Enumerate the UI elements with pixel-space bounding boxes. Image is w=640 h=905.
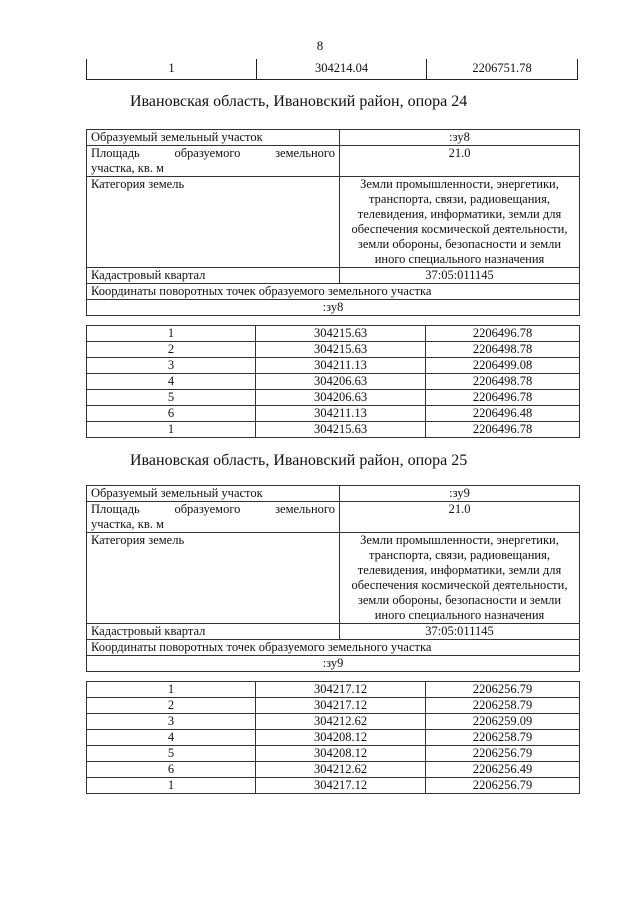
category-row	[87, 177, 580, 268]
point-number: 4	[87, 730, 256, 746]
coord-x: 304217.12	[256, 682, 426, 698]
coord-x: 304214.04	[257, 59, 427, 79]
coord-y: 2206256.79	[426, 746, 580, 762]
area-value: 21.0	[340, 502, 580, 533]
area-label	[87, 146, 340, 177]
coord-x: 304215.63	[256, 422, 426, 438]
point-number: 6	[87, 406, 256, 422]
point-number: 1	[86, 59, 257, 79]
cadastral-row	[87, 624, 580, 640]
point-number: 1	[87, 326, 256, 342]
section-heading-opora-24: Ивановская область, Ивановский район, опора 24	[130, 93, 468, 110]
table-row	[87, 698, 580, 714]
coord-y: 2206256.79	[426, 682, 580, 698]
table-row	[87, 746, 580, 762]
table-row	[87, 358, 580, 374]
parcel-value: :зу9	[340, 486, 580, 502]
category-value: Земли промышленности, энергетики, транспорта, связи, радиовещания, телевидения, информатики, земли для обеспечения космической деятельности, земли обороны, безопасности и земли иного специального назначения	[340, 533, 580, 624]
coord-y: 2206751.78	[427, 59, 578, 79]
coords-parcel: :зу8	[87, 300, 580, 316]
category-value: Земли промышленности, энергетики, транспорта, связи, радиовещания, телевидения, информатики, земли для обеспечения космической деятельности, земли обороны, безопасности и земли иного специального назначения	[340, 177, 580, 268]
cadastral-value: 37:05:011145	[340, 268, 580, 284]
point-number: 3	[87, 714, 256, 730]
point-number: 6	[87, 762, 256, 778]
parcel-label: Образуемый земельный участок	[87, 486, 340, 502]
table-row	[87, 422, 580, 438]
coords-parcel: :зу9	[87, 656, 580, 672]
parcel-table-zu9	[86, 485, 580, 672]
point-number: 3	[87, 358, 256, 374]
coord-x: 304217.12	[256, 698, 426, 714]
coord-y: 2206498.78	[426, 374, 580, 390]
point-number: 2	[87, 698, 256, 714]
cadastral-value: 37:05:011145	[340, 624, 580, 640]
point-number: 2	[87, 342, 256, 358]
point-number: 5	[87, 390, 256, 406]
category-label: Категория земель	[87, 177, 340, 268]
coord-y: 2206496.78	[426, 422, 580, 438]
coord-x: 304208.12	[256, 730, 426, 746]
parcel-table-zu8	[86, 129, 580, 316]
coords-header: Координаты поворотных точек образуемого земельного участка	[87, 640, 580, 656]
table-row	[87, 762, 580, 778]
parcel-label: Образуемый земельный участок	[87, 130, 340, 146]
coords-parcel-row	[87, 300, 580, 316]
point-number: 1	[87, 778, 256, 794]
area-value: 21.0	[340, 146, 580, 177]
coord-x: 304206.63	[256, 374, 426, 390]
coords-table-zu8	[86, 325, 580, 438]
cadastral-label: Кадастровый квартал	[87, 624, 340, 640]
coord-y: 2206258.79	[426, 698, 580, 714]
coord-x: 304211.13	[256, 406, 426, 422]
area-label-line2: участка, кв. м	[91, 161, 164, 175]
table-row	[87, 406, 580, 422]
area-label	[87, 502, 340, 533]
point-number: 5	[87, 746, 256, 762]
coord-x: 304217.12	[256, 778, 426, 794]
page-number: 8	[316, 38, 324, 53]
cadastral-row	[87, 268, 580, 284]
coord-y: 2206496.48	[426, 406, 580, 422]
coord-y: 2206496.78	[426, 326, 580, 342]
area-row	[87, 502, 580, 533]
coord-y: 2206498.78	[426, 342, 580, 358]
area-row	[87, 146, 580, 177]
point-number: 1	[87, 422, 256, 438]
coord-y: 2206259.09	[426, 714, 580, 730]
table-row	[87, 390, 580, 406]
coords-header-row	[87, 284, 580, 300]
coord-y: 2206256.49	[426, 762, 580, 778]
coords-header: Координаты поворотных точек образуемого земельного участка	[87, 284, 580, 300]
coord-y: 2206496.78	[426, 390, 580, 406]
coords-table-zu9	[86, 681, 580, 794]
continued-coordinate-row	[86, 59, 578, 80]
cadastral-label: Кадастровый квартал	[87, 268, 340, 284]
coords-parcel-row	[87, 656, 580, 672]
coord-x: 304215.63	[256, 326, 426, 342]
table-row	[87, 374, 580, 390]
table-row	[87, 326, 580, 342]
parcel-row	[87, 130, 580, 146]
parcel-value: :зу8	[340, 130, 580, 146]
coord-x: 304211.13	[256, 358, 426, 374]
point-number: 1	[87, 682, 256, 698]
coord-x: 304206.63	[256, 390, 426, 406]
coord-y: 2206499.08	[426, 358, 580, 374]
coord-y: 2206256.79	[426, 778, 580, 794]
coord-x: 304212.62	[256, 762, 426, 778]
area-label-line1: Площадь образуемого земельного	[91, 146, 335, 160]
category-label: Категория земель	[87, 533, 340, 624]
table-row	[87, 682, 580, 698]
coords-header-row	[87, 640, 580, 656]
section-heading-opora-25: Ивановская область, Ивановский район, опора 25	[130, 452, 468, 469]
table-row	[87, 730, 580, 746]
table-row	[87, 714, 580, 730]
area-label-line1: Площадь образуемого земельного	[91, 502, 335, 516]
coord-y: 2206258.79	[426, 730, 580, 746]
table-row	[87, 342, 580, 358]
parcel-row	[87, 486, 580, 502]
table-row	[87, 778, 580, 794]
coord-x: 304212.62	[256, 714, 426, 730]
coord-x: 304208.12	[256, 746, 426, 762]
point-number: 4	[87, 374, 256, 390]
area-label-line2: участка, кв. м	[91, 517, 164, 531]
category-row	[87, 533, 580, 624]
coord-x: 304215.63	[256, 342, 426, 358]
